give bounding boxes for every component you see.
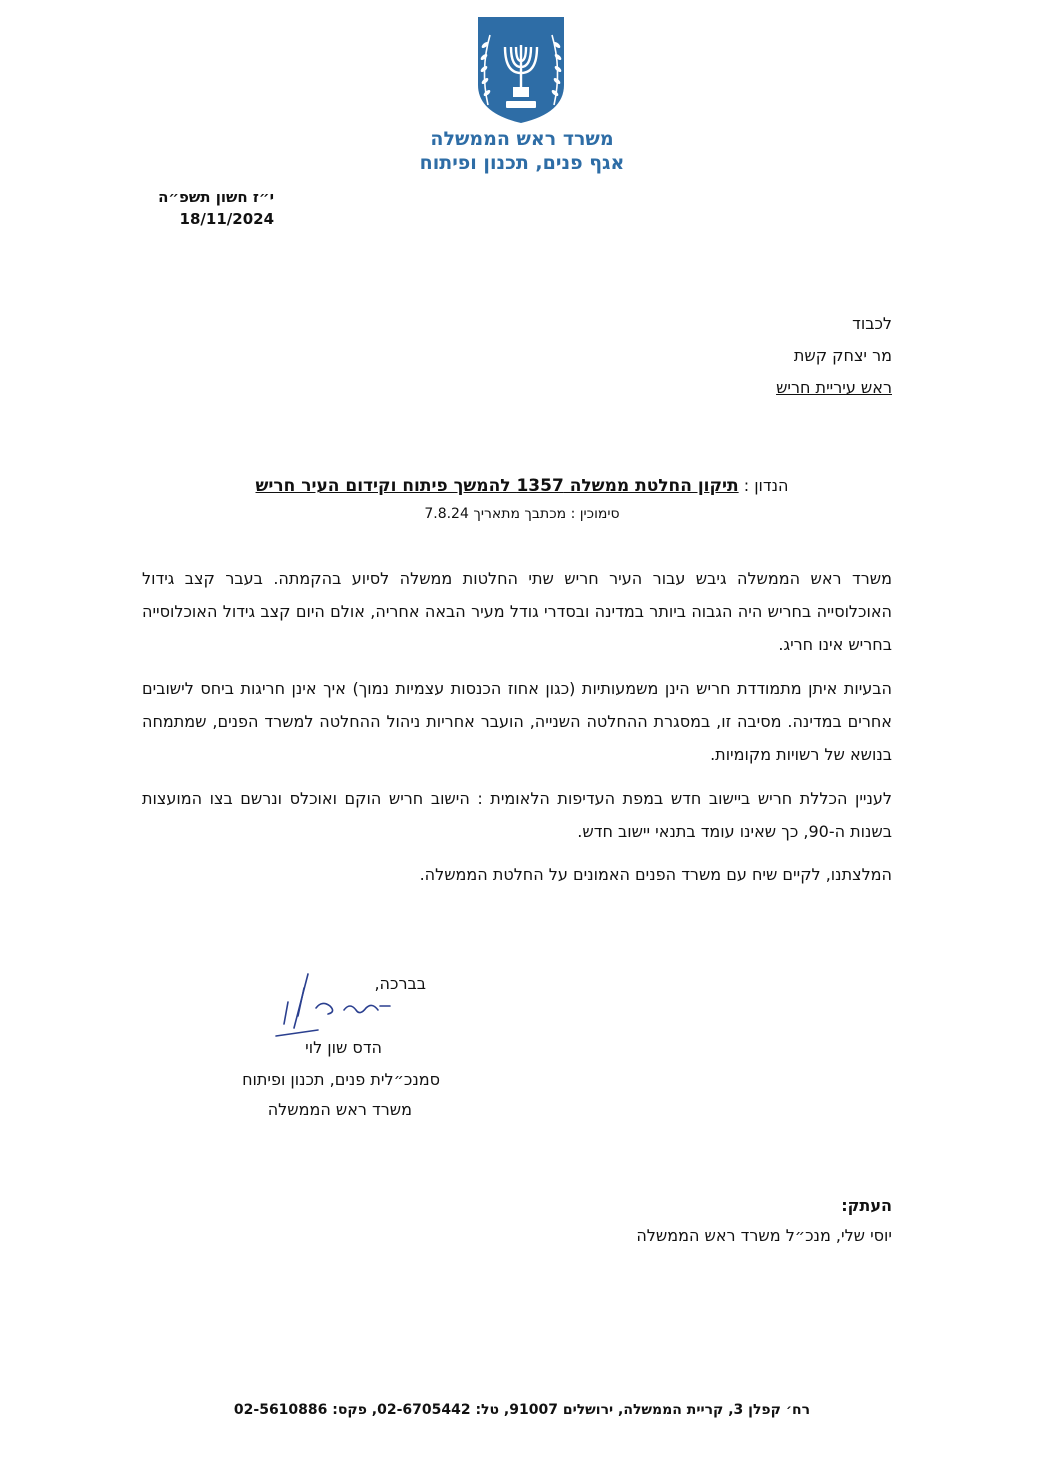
department-name: אגף פנים, תכנון ופיתוח bbox=[419, 152, 625, 174]
cc-title: העתק: bbox=[841, 1196, 892, 1215]
gregorian-date: 18/11/2024 bbox=[179, 210, 274, 228]
salutation: לכבוד bbox=[852, 314, 892, 333]
addressee-name: מר יצחק קשת bbox=[793, 346, 892, 365]
subject-text: תיקון החלטת ממשלה 1357 להמשך פיתוח וקידום העיר חריש bbox=[255, 476, 739, 496]
body-paragraph-3: לעניין הכללת חריש ביישוב חדש במפת העדיפות הלאומית : הישוב חריש הוקם ואוכלס ונרשם בצו המועצות בשנות ה-90, כך שאינו עומד בתנאי יישוב חדש. bbox=[142, 789, 892, 841]
reference-line: סימוכין : מכתבך מתאריך 7.8.24 bbox=[424, 506, 620, 522]
handwritten-signature bbox=[258, 966, 398, 1046]
state-emblem-icon bbox=[474, 15, 568, 125]
footer-address: רח׳ קפלן 3, קריית הממשלה, ירושלים 91007, טל: 02-6705442, פקס: 02-5610886 bbox=[233, 1402, 811, 1418]
body-paragraph-4: המלצתנו, לקיים שיח עם משרד הפנים האמונים על החלטת הממשלה. bbox=[419, 865, 892, 884]
body-paragraph-2: הבעיות איתן מתמודדת חריש הינן משמעותיות (כגון אחוז הכנסות עצמיות נמוך) איך אינן חריגות ביחס לישובים אחרים במדינה. מסיבה זו, במסגרת ההחלטה השנייה, הועבר אחריות ניהול ההחלטה למשרד הפנים, שמתמחה בנושא של רשויות מקומיות. bbox=[142, 679, 892, 764]
signature-closing: בברכה, bbox=[374, 974, 426, 993]
addressee-title: ראש עיריית חריש bbox=[776, 378, 892, 397]
body-paragraph-1: משרד ראש הממשלה גיבש עבור העיר חריש שתי החלטות ממשלה לסיוע בהקמתה. בעבר קצב גידול האוכלוסייה בחריש היה הגבוה ביותר במדינה ובסדרי גודל מעיר הבאה אחריה, אולם היום קצב גידול האוכלוסייה בחריש אינו חריג. bbox=[142, 569, 892, 654]
signatory-office: משרד ראש הממשלה bbox=[267, 1100, 412, 1119]
subject-line bbox=[0, 476, 1044, 496]
office-name: משרד ראש הממשלה bbox=[430, 128, 614, 150]
hebrew-date: י״ז חשון תשפ״ה bbox=[158, 188, 274, 206]
cc-recipient: יוסי שלי, מנכ״ל משרד ראש הממשלה bbox=[636, 1226, 892, 1245]
signatory-role: סמנכ״לית פנים, תכנון ופיתוח bbox=[242, 1070, 440, 1089]
subject-label: הנדון : bbox=[738, 476, 789, 495]
signatory-name: הדס שון לוי bbox=[305, 1038, 382, 1057]
